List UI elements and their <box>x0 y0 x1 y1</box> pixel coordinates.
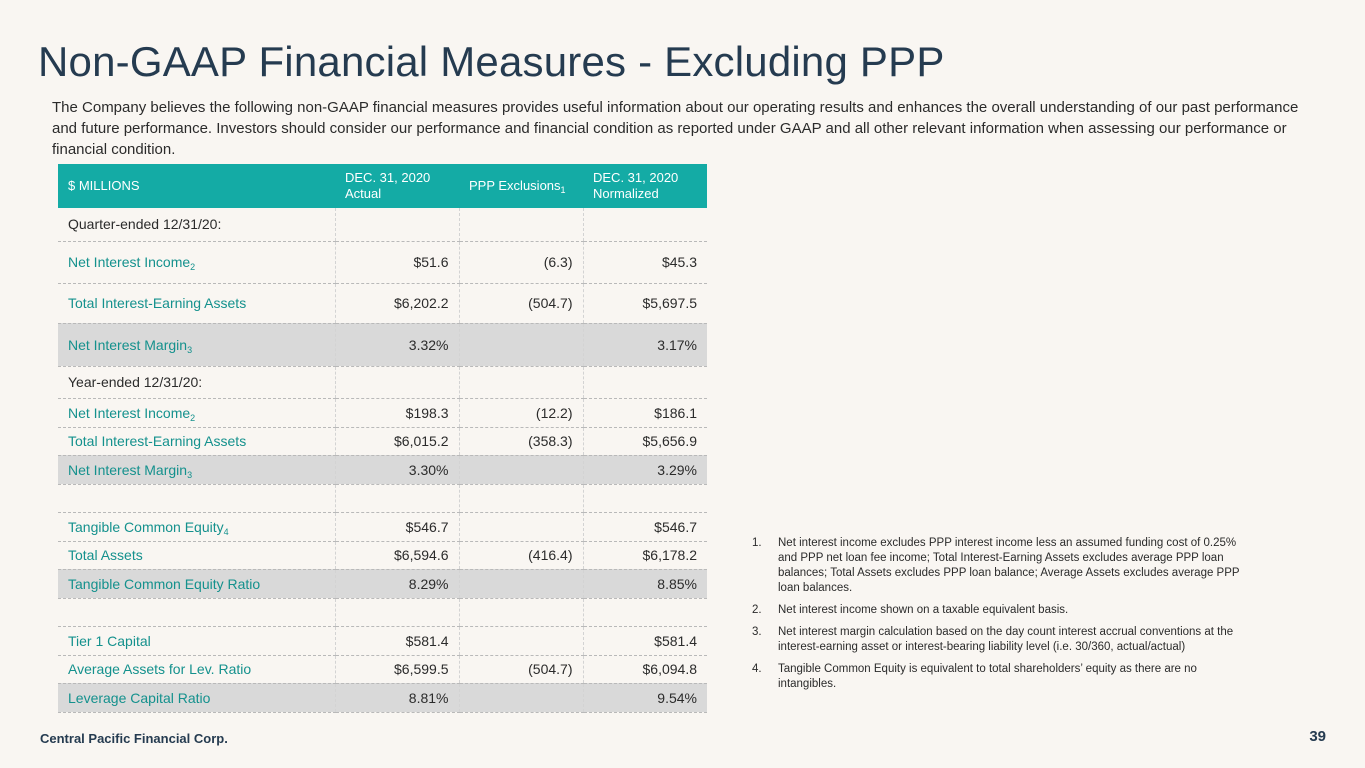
ppp-value: (504.7) <box>459 283 583 323</box>
actual-value: $198.3 <box>335 398 459 427</box>
footnote-ref: 2 <box>190 262 196 272</box>
normalized-value: $6,094.8 <box>583 655 707 683</box>
row-label: Net Interest Margin$_3$ <box>58 323 335 366</box>
ppp-value <box>459 569 583 598</box>
ppp-value: (6.3) <box>459 241 583 283</box>
normalized-value: 9.54% <box>583 683 707 712</box>
company-name: Central Pacific Financial Corp. <box>40 731 228 746</box>
table-row <box>58 655 707 683</box>
actual-value: 3.32% <box>335 323 459 366</box>
header-normalized <box>583 164 707 208</box>
normalized-value: $546.7 <box>583 512 707 541</box>
footnote-ref: 4 <box>223 526 229 537</box>
section-label: Year-ended 12/31/20: <box>58 366 335 398</box>
intro-paragraph: The Company believes the following non-GAAP financial measures provides useful information about our operating results and enhances the overall understanding of our past performance and future performance. Investors should consider our performance and financial condition as reported under GAAP and all other relevant information when assessing our performance or financial condition. <box>52 99 1299 158</box>
row-label: Total Interest-Earning Assets <box>58 427 335 455</box>
row-label: Average Assets for Lev. Ratio <box>58 655 335 683</box>
footnote-item <box>752 662 1242 692</box>
actual-value: 3.30% <box>335 455 459 484</box>
actual-value: $581.4 <box>335 626 459 655</box>
section-row-year <box>58 366 707 398</box>
table-row <box>58 398 707 427</box>
normalized-value: $581.4 <box>583 626 707 655</box>
table-row <box>58 512 707 541</box>
normalized-value: $5,656.9 <box>583 427 707 455</box>
footnote-text: Net interest income excludes PPP interest income less an assumed funding cost of 0.25% and PPP net loan fee income; Total Interest-Earning Assets excludes average PPP loan balances; Total Assets excludes PPP loan balance; Average Assets excludes average PPP loan balances. <box>778 537 1240 594</box>
table-row-highlight <box>58 455 707 484</box>
row-label: Tier 1 Capital <box>58 626 335 655</box>
header-ppp-label: PPP Exclusions <box>469 178 561 193</box>
footnote-number: 4. <box>752 663 762 675</box>
section-label: Quarter-ended 12/31/20: <box>58 208 335 241</box>
footnote-ref: 2 <box>190 412 196 423</box>
table-row-highlight <box>58 569 707 598</box>
header-normalized-label: Normalized <box>593 186 659 201</box>
ppp-value: (416.4) <box>459 541 583 569</box>
row-label: Net Interest Income$_2$ <box>58 241 335 283</box>
ppp-value <box>459 626 583 655</box>
row-label: Total Assets <box>58 541 335 569</box>
page-title: Non-GAAP Financial Measures - Excluding PPP <box>38 38 945 85</box>
header-actual <box>335 164 459 208</box>
actual-value: $6,599.5 <box>335 655 459 683</box>
header-ppp-exclusions <box>459 164 583 208</box>
actual-value: 8.29% <box>335 569 459 598</box>
section-row-quarter <box>58 208 707 241</box>
normalized-value: 8.85% <box>583 569 707 598</box>
footnote-item <box>752 603 1242 618</box>
row-label: Leverage Capital Ratio <box>58 683 335 712</box>
footnote-text: Tangible Common Equity is equivalent to total shareholders’ equity as there are no intangibles. <box>778 663 1197 690</box>
normalized-value: 3.29% <box>583 455 707 484</box>
financial-table <box>58 164 707 713</box>
footnote-ref: 3 <box>187 344 193 355</box>
header-ppp-footnote-ref: 1 <box>560 185 566 195</box>
footnote-item <box>752 625 1242 655</box>
spacer-row <box>58 484 707 512</box>
footnote-item <box>752 536 1242 596</box>
normalized-value: 3.17% <box>583 323 707 366</box>
normalized-value: $186.1 <box>583 398 707 427</box>
table-row <box>58 427 707 455</box>
table-row-highlight <box>58 683 707 712</box>
footnote-ref: 3 <box>187 469 193 480</box>
ppp-value: (12.2) <box>459 398 583 427</box>
header-actual-label: Actual <box>345 186 382 201</box>
normalized-value: $6,178.2 <box>583 541 707 569</box>
table-row <box>58 241 707 283</box>
ppp-value: (504.7) <box>459 655 583 683</box>
table-row <box>58 541 707 569</box>
normalized-value: $5,697.5 <box>583 283 707 323</box>
footnote-number: 3. <box>752 626 762 638</box>
row-label: Net Interest Margin$_3$ <box>58 455 335 484</box>
actual-value: $6,015.2 <box>335 427 459 455</box>
ppp-value <box>459 683 583 712</box>
actual-value: 8.81% <box>335 683 459 712</box>
header-normalized-date: DEC. 31, 2020 <box>593 170 679 185</box>
table-row <box>58 283 707 323</box>
header-actual-date: DEC. 31, 2020 <box>345 170 431 185</box>
row-label: Tangible Common Equity Ratio <box>58 569 335 598</box>
ppp-value <box>459 512 583 541</box>
footnotes-list <box>752 536 1242 699</box>
actual-value: $546.7 <box>335 512 459 541</box>
footnote-number: 1. <box>752 537 762 549</box>
table-row-highlight <box>58 323 707 366</box>
actual-value: $6,202.2 <box>335 283 459 323</box>
ppp-value <box>459 455 583 484</box>
table-row <box>58 626 707 655</box>
row-label: Tangible Common Equity$_4$ <box>58 512 335 541</box>
page-number: 39 <box>1309 728 1326 745</box>
spacer-row <box>58 598 707 626</box>
row-label: Net Interest Income$_2$ <box>58 398 335 427</box>
actual-value: $6,594.6 <box>335 541 459 569</box>
actual-value: $51.6 <box>335 241 459 283</box>
ppp-value <box>459 323 583 366</box>
table-header-row <box>58 164 707 208</box>
header-millions: $ MILLIONS <box>58 164 335 208</box>
row-label: Total Interest-Earning Assets <box>58 283 335 323</box>
footnote-text: Net interest income shown on a taxable equivalent basis. <box>778 604 1069 616</box>
footnote-text: Net interest margin calculation based on the day count interest accrual conventions at the interest-earning asset or interest-bearing liability level (i.e. 30/360, actual/actual) <box>778 626 1234 653</box>
ppp-value: (358.3) <box>459 427 583 455</box>
normalized-value: $45.3 <box>583 241 707 283</box>
footnote-number: 2. <box>752 604 762 616</box>
